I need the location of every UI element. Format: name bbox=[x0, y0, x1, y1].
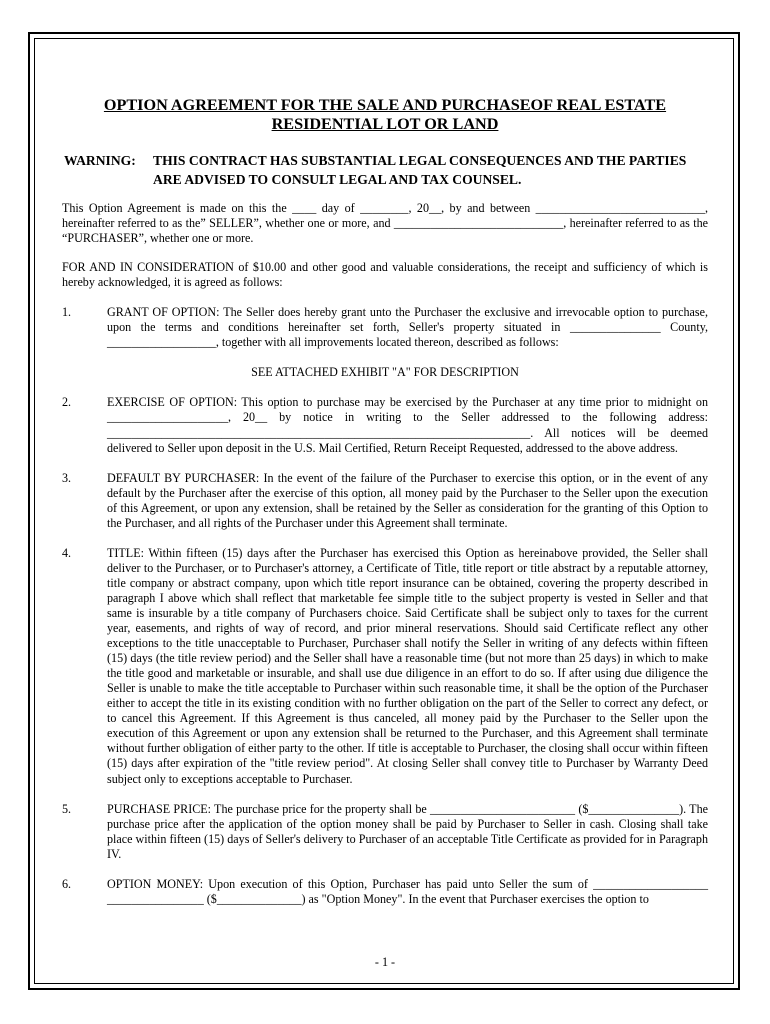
section-text: PURCHASE PRICE: The purchase price for the property shall be ________________________ ($_______________). The purchase price after the application of the option money shall be paid by Purchaser to Seller in cash. Closing shall take place within fifteen (15) days of Seller's delivery to Purchaser of an acceptable Title Certificate as provided for in Paragraph IV. bbox=[107, 801, 708, 861]
section-text: GRANT OF OPTION: The Seller does hereby grant unto the Purchaser the exclusive and irrevocable option to purchase, upon the terms and conditions hereinafter set forth, Seller's property situated in _______________ County, __________________, together with all improvements located thereon, described as follows: bbox=[107, 305, 708, 350]
intro-paragraph: This Option Agreement is made on this the ____ day of ________, 20__, by and between ____________________________, hereinafter referred to as the” SELLER”, whether one or more, and ____________________________, hereinafter referred to as the “PURCHASER”, whether one or more. bbox=[62, 201, 708, 246]
section-6 bbox=[62, 877, 708, 907]
document-body bbox=[62, 96, 708, 907]
section-5 bbox=[62, 802, 708, 862]
section-3 bbox=[62, 471, 708, 531]
section-1 bbox=[62, 305, 708, 350]
section-text: EXERCISE OF OPTION: This option to purchase may be exercised by the Purchaser at any time prior to midnight on ____________________, 20__ by notice in writing to the Seller addressed to the following address: ______________________________________________________________________. All notices will be deemed delivered to Seller upon deposit in the U.S. Mail Certified, Return Receipt Requested, addressed to the above address. bbox=[107, 395, 708, 455]
section-number: 3. bbox=[62, 470, 72, 485]
warning-text: THIS CONTRACT HAS SUBSTANTIAL LEGAL CONSEQUENCES AND THE PARTIES ARE ADVISED TO CONSULT LEGAL AND TAX COUNSEL. bbox=[153, 153, 687, 187]
section-text: DEFAULT BY PURCHASER: In the event of the failure of the Purchaser to exercise this option, or in the event of any default by the Purchaser after the exercise of this option, all money paid by the Purchaser to the Seller upon the execution of this Agreement, or upon any extension, shall be retained by the Seller as consideration for the granting of this Option to the Purchaser, and all rights of the Purchaser under this Agreement shall terminate. bbox=[107, 470, 708, 530]
section-number: 2. bbox=[62, 395, 72, 410]
section-4 bbox=[62, 546, 708, 787]
section-number: 6. bbox=[62, 876, 72, 891]
section-2 bbox=[62, 395, 708, 455]
title-line-2: RESIDENTIAL LOT OR LAND bbox=[271, 115, 499, 133]
warning-label: WARNING: bbox=[64, 153, 136, 168]
section-number: 4. bbox=[62, 545, 72, 560]
consideration-paragraph: FOR AND IN CONSIDERATION of $10.00 and other good and valuable considerations, the receipt and sufficiency of which is hereby acknowledged, it is agreed as follows: bbox=[62, 260, 708, 290]
exhibit-note: SEE ATTACHED EXHIBIT "A" FOR DESCRIPTION bbox=[251, 365, 519, 380]
section-number: 5. bbox=[62, 801, 72, 816]
warning-block bbox=[62, 151, 708, 189]
page-number: - 1 - bbox=[374, 955, 396, 969]
document-title bbox=[62, 96, 708, 134]
section-number: 1. bbox=[62, 305, 72, 320]
section-text: TITLE: Within fifteen (15) days after the Purchaser has exercised this Option as hereinabove provided, the Seller shall deliver to the Purchaser, or to Purchaser's attorney, a Certificate of Title, title report or title abstract by a reputable attorney, title company or abstract company, upon which title report insurance can be obtained, covering the property described in paragraph I above which shall reflect that marketable fee simple title to the subject property is vested in Seller and that same is insurable by a title company of Purchasers choice. Said Certificate shall be subject only to taxes for the current year, easements, and rights of way of record, and prior mineral reservations. Should said Certificate reflect any other exceptions to the title unacceptable to Purchaser, Purchaser shall notify the Seller in writing of any defects within fifteen (15) days (the title review period) and the Seller shall have a reasonable time (but not more than 25 days) in which to make the title good and marketable or insurable, and shall use due diligence in an effort to do so. If after using due diligence the Seller is unable to make the title acceptable to Purchaser within such reasonable time, it shall be the option of the Purchaser either to accept the title in its existing condition with no further obligation on the part of the Seller to correct any defect, or to cancel this Agreement. If this Agreement is thus canceled, all money paid by the Purchaser to the Seller upon the execution of this Agreement or upon any extension shall be returned to the Purchaser, and this Agreement shall terminate without further obligation of either party to the other. If title is acceptable to Purchaser, the closing shall occur within fifteen (15) days after expiration of the "title review period". At closing Seller shall convey title to Purchaser by Warranty Deed subject only to exceptions acceptable to Purchaser. bbox=[107, 545, 708, 786]
title-line-1: OPTION AGREEMENT FOR THE SALE AND PURCHASEOF REAL ESTATE bbox=[103, 96, 667, 114]
section-text: OPTION MONEY: Upon execution of this Option, Purchaser has paid unto Seller the sum of ___________________ ________________ ($______________) as "Option Money". In the event that Purchaser exercises the option to bbox=[107, 876, 708, 906]
